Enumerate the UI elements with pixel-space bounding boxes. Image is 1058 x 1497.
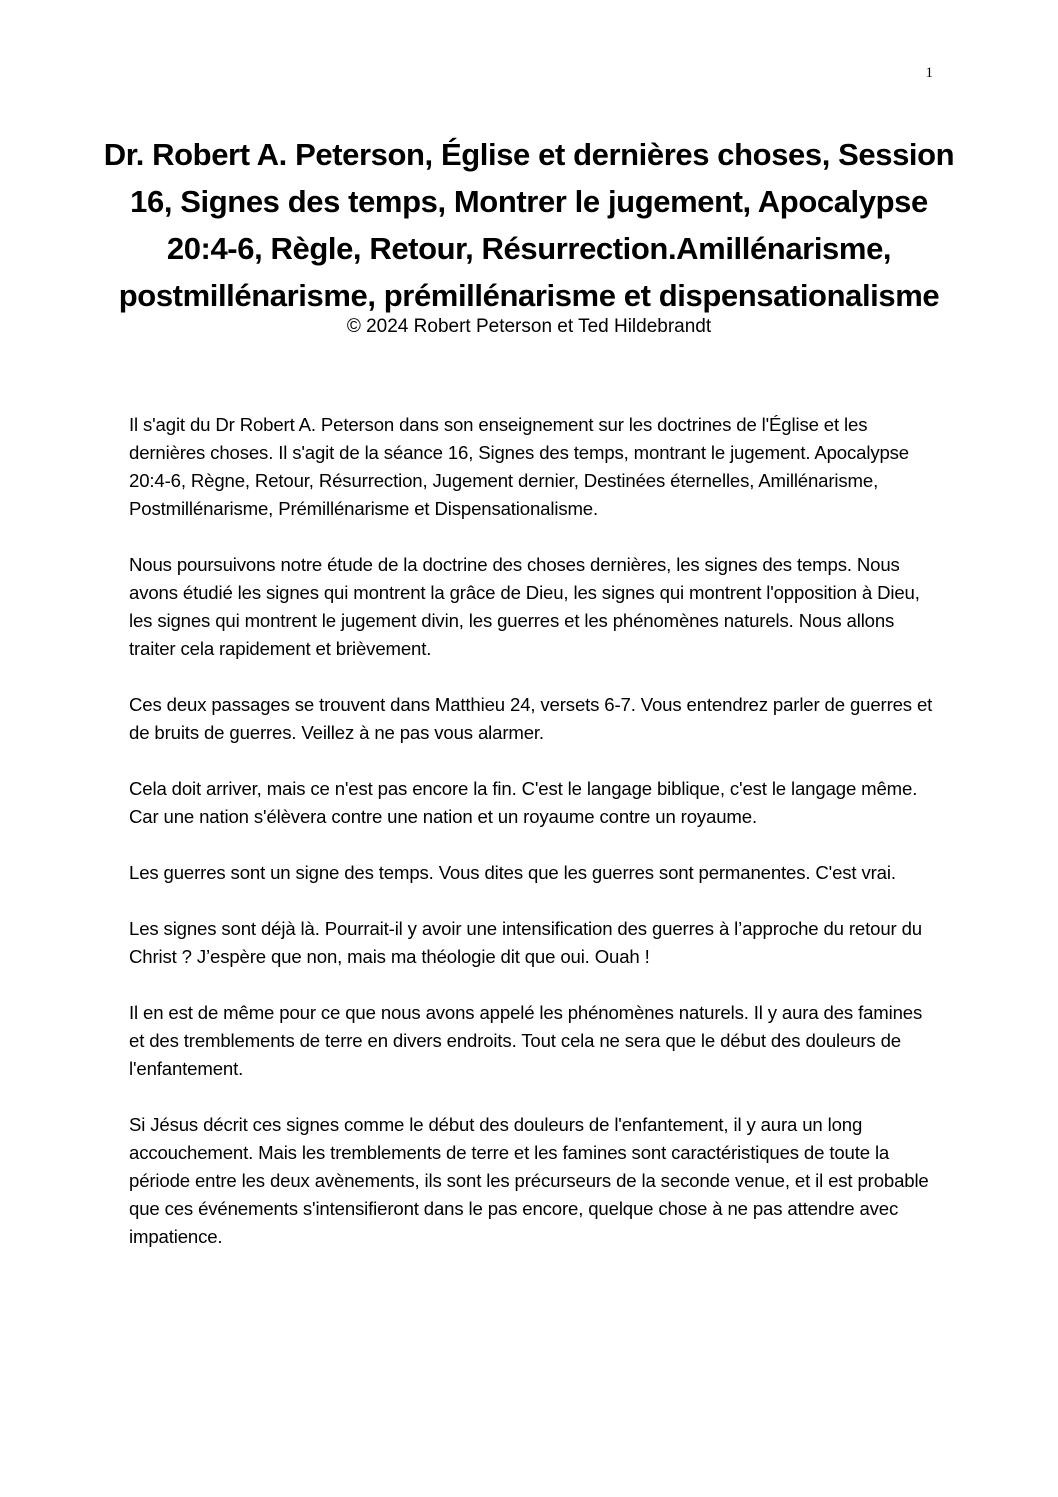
- paragraph: Il en est de même pour ce que nous avons appelé les phénomènes naturels. Il y aura des famines et des tremblements de terre en divers endroits. Tout cela ne sera que le début des douleurs de l'enfantement.: [129, 1002, 923, 1079]
- paragraph: Cela doit arriver, mais ce n'est pas encore la fin. C'est le langage biblique, c'est le langage même. Car une nation s'élèvera contre une nation et un royaume contre un royaume.: [129, 778, 918, 827]
- page-number: 1: [925, 65, 933, 81]
- paragraph: Ces deux passages se trouvent dans Matthieu 24, versets 6-7. Vous entendrez parler de guerres et de bruits de guerres. Veillez à ne pas vous alarmer.: [129, 694, 933, 743]
- paragraph: Il s'agit du Dr Robert A. Peterson dans son enseignement sur les doctrines de l'Église et les dernières choses. Il s'agit de la séance 16, Signes des temps, montrant le jugement. Apocalypse 20:4-6, Règne, Retour, Résurrection, Jugement dernier, Destinées éternelles, Amillénarisme, Postmillénarisme, Prémillénarisme et Dispensationalisme.: [129, 414, 909, 519]
- document-title: Dr. Robert A. Peterson, Église et dernières choses, Session 16, Signes des temps, Montrer le jugement, Apocalypse 20:4-6, Règle, Retour, Résurrection.Amillénarisme, postmillénarisme, prémillénarisme et dispensationalisme: [103, 137, 955, 313]
- paragraph: Nous poursuivons notre étude de la doctrine des choses dernières, les signes des temps. Nous avons étudié les signes qui montrent la grâce de Dieu, les signes qui montrent l'opposition à Dieu, les signes qui montrent le jugement divin, les guerres et les phénomènes naturels. Nous allons traiter cela rapidement et brièvement.: [129, 554, 920, 659]
- paragraph: Si Jésus décrit ces signes comme le début des douleurs de l'enfantement, il y aura un long accouchement. Mais les tremblements de terre et les famines sont caractéristiques de toute la période entre les deux avènements, ils sont les précurseurs de la seconde venue, et il est probable que ces événements s'intensifieront dans le pas encore, quelque chose à ne pas attendre avec impatience.: [129, 1114, 929, 1247]
- body-text: [129, 411, 939, 1279]
- title-block: [100, 131, 958, 339]
- paragraph: Les signes sont déjà là. Pourrait-il y avoir une intensification des guerres à l’approche du retour du Christ ? J’espère que non, mais ma théologie dit que oui. Ouah !: [129, 918, 922, 967]
- copyright-line: © 2024 Robert Peterson et Ted Hildebrandt: [346, 316, 712, 337]
- paragraph: Les guerres sont un signe des temps. Vous dites que les guerres sont permanentes. C'est vrai.: [129, 862, 896, 883]
